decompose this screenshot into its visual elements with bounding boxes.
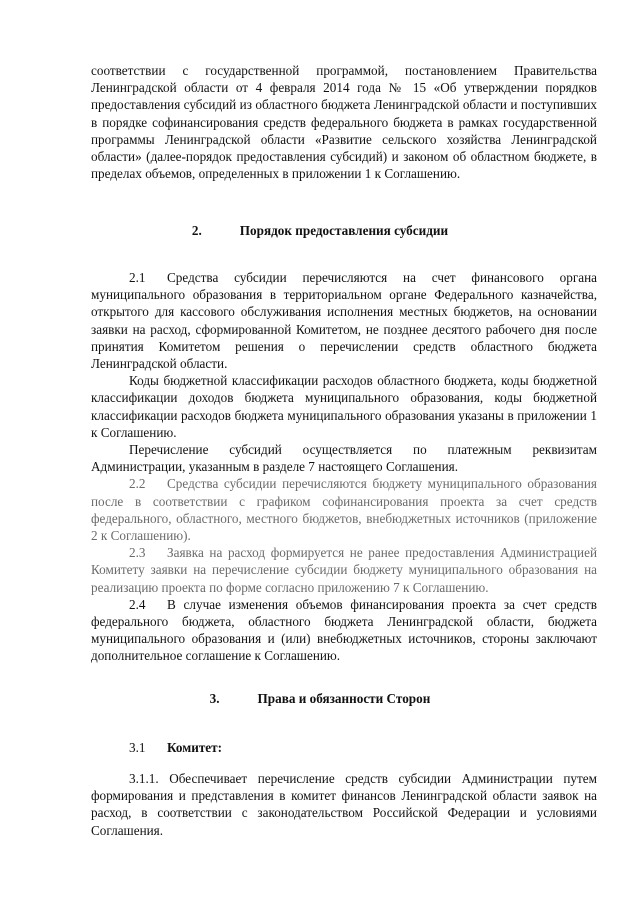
paragraph-2-2-text: Средства субсидии перечисляются бюджету муниципального образования после в соответствии с графиком софинансирования проекта за счет средств федерального, областного, местного бюджетов, внебюджетных источников (приложение 2 к Соглашению).: [91, 476, 597, 544]
subsection-3-1-number: 3.1: [129, 740, 146, 755]
subsection-3-1-heading: [129, 739, 222, 756]
paragraph-2-1-text: Средства субсидии перечисляются на счет финансового органа муниципального образования в территориальном органе Федерального казначейства, открытого для кассового обслуживания исполнения местных бюджетов, на основании заявки на расход, сформированной Комитетом, не позднее десятого рабочего дня после принятия Комитетом решения о перечислении средств областного бюджета Ленинградской области.: [91, 270, 597, 372]
paragraph-2-2-number: 2.2: [129, 476, 146, 492]
paragraph-2-3: [91, 544, 597, 596]
paragraph-2-4-text: В случае изменения объемов финансирования проекта за счет средств федерального бюджета, областного бюджета Ленинградской области, бюджета муниципального образования и (или) внебюджетных источников, стороны заключают дополнительное соглашение к Соглашению.: [91, 596, 597, 664]
intro-text: соответствии с государственной программой, постановлением Правительства Ленинградской области от 4 февраля 2014 года № 15 «Об утверждении порядков предоставления субсидий из областного бюджета Ленинградской области и поступивших в порядке софинансирования средств федерального бюджета в рамках государственной программы Ленинградской области «Развитие сельского хозяйства Ленинградской области» (далее-порядок предоставления субсидий) и законом об областном бюджете, в пределах объемов, определенных в приложении 1 к Соглашению.: [91, 63, 597, 182]
paragraph-2-3-number: 2.3: [129, 545, 146, 561]
section-2-body: [91, 269, 597, 665]
section-3-title: Права и обязанности Сторон: [257, 691, 431, 706]
section-3-body: [91, 770, 597, 839]
paragraph-3-1-1: 3.1.1. Обеспечивает перечисление средств субсидии Администрации путем формирования и представления в комитет финансов Ленинградской области заявок на расход, в соответствии с законодательством Российской Федерации и условиями Соглашения.: [91, 771, 597, 838]
paragraph-2-3-text: Заявка на расход формируется не ранее предоставления Администрацией Комитету заявки на перечисление субсидии бюджету муниципального образования на реализацию проекта по форме согласно приложению 7 к Соглашению.: [91, 545, 597, 595]
paragraph-transfer: Перечисление субсидий осуществляется по платежным реквизитам Администрации, указанным в разделе 7 настоящего Соглашения.: [91, 442, 597, 475]
paragraph-2-1-number: 2.1: [129, 270, 146, 285]
section-3-number: 3.: [209, 691, 220, 706]
section-2-heading: [0, 222, 640, 239]
section-3-heading: [0, 690, 640, 707]
paragraph-budget-codes: Коды бюджетной классификации расходов областного бюджета, коды бюджетной классификации доходов бюджета муниципального образования, коды бюджетной классификации расходов бюджета муниципального образования указаны в приложении 1 к Соглашению.: [91, 373, 597, 440]
paragraph-2-4: [91, 596, 597, 665]
paragraph-2-4-number: 2.4: [129, 596, 146, 612]
subsection-3-1-title: Комитет:: [167, 740, 223, 755]
paragraph-2-2: [91, 475, 597, 544]
paragraph-2-1: [91, 269, 597, 372]
section-2-title: Порядок предоставления субсидии: [239, 223, 449, 238]
section-2-number: 2.: [191, 223, 202, 238]
intro-paragraph: [91, 62, 597, 182]
